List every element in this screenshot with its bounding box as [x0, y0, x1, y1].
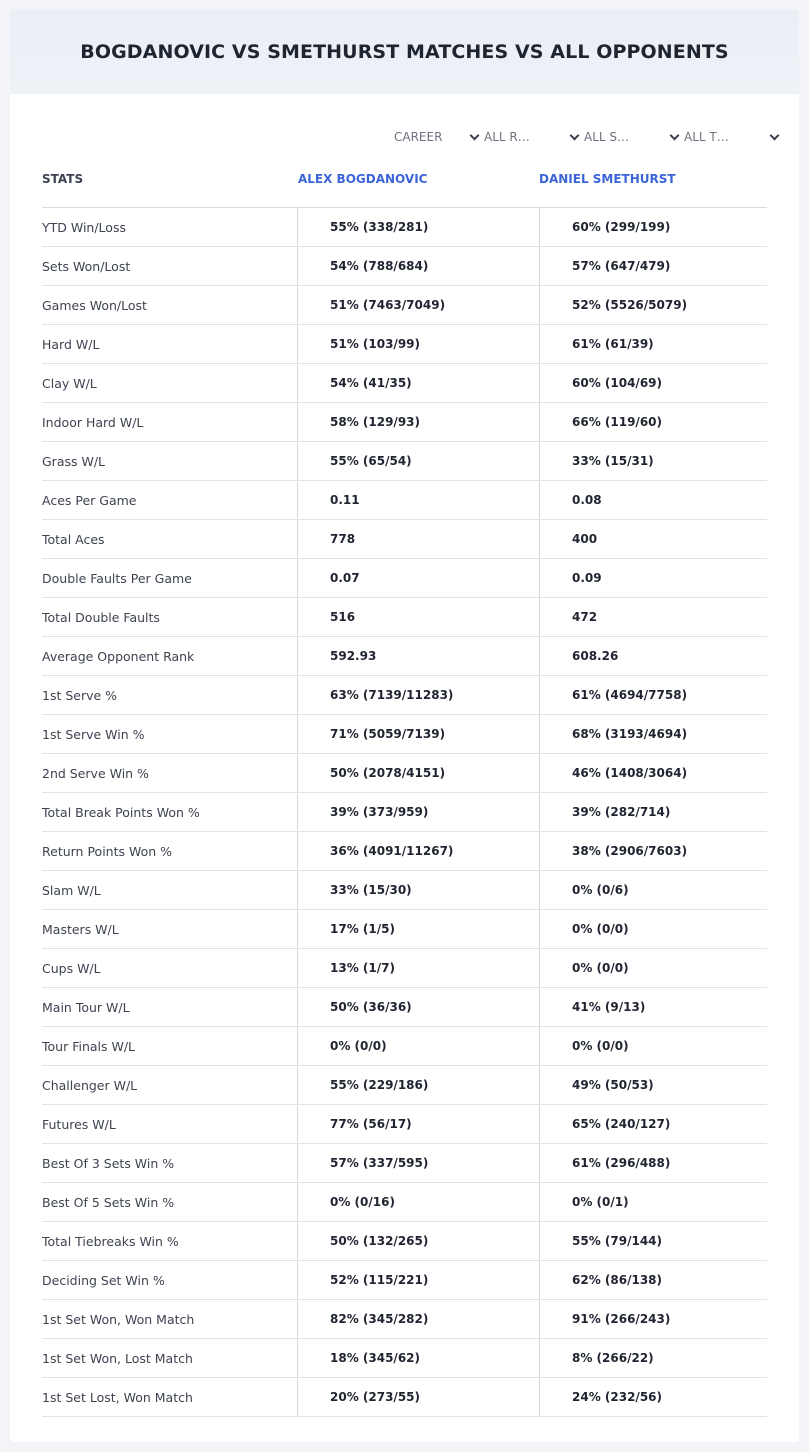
player1-value: 0% (0/16) [297, 1183, 539, 1221]
player2-value: 41% (9/13) [539, 988, 767, 1026]
player1-value: 0% (0/0) [297, 1027, 539, 1065]
stat-name: Tour Finals W/L [42, 1038, 136, 1054]
player2-value: 66% (119/60) [539, 403, 767, 441]
table-row [42, 1183, 767, 1222]
stat-name: Total Double Faults [42, 609, 160, 625]
table-row [42, 637, 767, 676]
player2-value: 0% (0/6) [539, 871, 767, 909]
player1-value: 52% (115/221) [297, 1261, 539, 1299]
card-header [10, 10, 799, 94]
chevron-down-icon [470, 133, 478, 141]
player2-value: 65% (240/127) [539, 1105, 767, 1143]
player1-value: 0.07 [297, 559, 539, 597]
header-stats: STATS [42, 172, 84, 186]
stat-name: Clay W/L [42, 375, 97, 391]
table-row [42, 715, 767, 754]
filter-surface-select[interactable] [582, 126, 682, 148]
player2-value: 62% (86/138) [539, 1261, 767, 1299]
player2-value: 61% (296/488) [539, 1144, 767, 1182]
table-row [42, 988, 767, 1027]
table-row [42, 793, 767, 832]
stat-name: Total Tiebreaks Win % [42, 1233, 179, 1249]
player2-value: 24% (232/56) [539, 1378, 767, 1416]
filter-surface-label: ALL S… [584, 130, 630, 144]
stat-name: 1st Serve % [42, 687, 118, 703]
table-row [42, 208, 767, 247]
table-row [42, 598, 767, 637]
player1-value: 82% (345/282) [297, 1300, 539, 1338]
table-row [42, 1144, 767, 1183]
stat-name: Total Break Points Won % [42, 804, 200, 820]
stat-name: Best Of 5 Sets Win % [42, 1194, 175, 1210]
stat-name: Slam W/L [42, 882, 101, 898]
table-row [42, 832, 767, 871]
player1-value: 55% (229/186) [297, 1066, 539, 1104]
stat-name: Sets Won/Lost [42, 258, 131, 274]
table-row [42, 1261, 767, 1300]
table-row [42, 559, 767, 598]
player1-value: 778 [297, 520, 539, 558]
player1-value: 50% (36/36) [297, 988, 539, 1026]
stat-name: 1st Set Won, Won Match [42, 1311, 195, 1327]
stats-card [10, 10, 799, 1442]
player2-value: 400 [539, 520, 767, 558]
table-row [42, 1027, 767, 1066]
player1-value: 18% (345/62) [297, 1339, 539, 1377]
table-row [42, 247, 767, 286]
stats-table-body [42, 208, 767, 1417]
player1-value: 55% (65/54) [297, 442, 539, 480]
stat-name: Aces Per Game [42, 492, 137, 508]
player1-value: 50% (2078/4151) [297, 754, 539, 792]
player2-value: 55% (79/144) [539, 1222, 767, 1260]
player1-value: 77% (56/17) [297, 1105, 539, 1143]
stat-name: Deciding Set Win % [42, 1272, 165, 1288]
stat-name: 1st Serve Win % [42, 726, 145, 742]
stat-name: Games Won/Lost [42, 297, 147, 313]
player2-value: 38% (2906/7603) [539, 832, 767, 870]
player1-value: 39% (373/959) [297, 793, 539, 831]
player1-value: 17% (1/5) [297, 910, 539, 948]
player2-value: 60% (299/199) [539, 208, 767, 246]
player2-value: 0% (0/1) [539, 1183, 767, 1221]
player2-value: 68% (3193/4694) [539, 715, 767, 753]
player1-value: 54% (41/35) [297, 364, 539, 402]
player1-value: 50% (132/265) [297, 1222, 539, 1260]
player2-value: 57% (647/479) [539, 247, 767, 285]
player1-value: 20% (273/55) [297, 1378, 539, 1416]
stat-name: YTD Win/Loss [42, 219, 126, 235]
player1-value: 516 [297, 598, 539, 636]
player2-value: 8% (266/22) [539, 1339, 767, 1377]
header-player1-link[interactable]: ALEX BOGDANOVIC [298, 172, 428, 186]
chevron-down-icon [670, 133, 678, 141]
stat-name: Total Aces [42, 531, 105, 547]
player1-value: 58% (129/93) [297, 403, 539, 441]
table-row [42, 325, 767, 364]
player2-value: 33% (15/31) [539, 442, 767, 480]
player2-value: 608.26 [539, 637, 767, 675]
player1-value: 63% (7139/11283) [297, 676, 539, 714]
stat-name: 1st Set Won, Lost Match [42, 1350, 193, 1366]
table-row [42, 754, 767, 793]
player1-value: 57% (337/595) [297, 1144, 539, 1182]
filter-period-select[interactable] [382, 126, 482, 148]
filter-bar [382, 126, 782, 148]
filter-round-label: ALL R… [484, 130, 530, 144]
player2-value: 61% (4694/7758) [539, 676, 767, 714]
page-title: BOGDANOVIC VS SMETHURST MATCHES VS ALL OPPONENTS [80, 41, 729, 63]
stat-name: Return Points Won % [42, 843, 173, 859]
stat-name: Main Tour W/L [42, 999, 130, 1015]
table-row [42, 403, 767, 442]
player2-value: 0.09 [539, 559, 767, 597]
header-player2-link[interactable]: DANIEL SMETHURST [539, 172, 676, 186]
player1-value: 33% (15/30) [297, 871, 539, 909]
player1-value: 51% (7463/7049) [297, 286, 539, 324]
table-row [42, 871, 767, 910]
table-row [42, 1105, 767, 1144]
player2-value: 91% (266/243) [539, 1300, 767, 1338]
player1-value: 36% (4091/11267) [297, 832, 539, 870]
player2-value: 46% (1408/3064) [539, 754, 767, 792]
table-row [42, 1339, 767, 1378]
player2-value: 0% (0/0) [539, 1027, 767, 1065]
stat-name: Best Of 3 Sets Win % [42, 1155, 175, 1171]
player1-value: 51% (103/99) [297, 325, 539, 363]
stat-name: Cups W/L [42, 960, 101, 976]
table-row [42, 520, 767, 559]
stat-name: Indoor Hard W/L [42, 414, 144, 430]
stat-name: Hard W/L [42, 336, 100, 352]
stat-name: Average Opponent Rank [42, 648, 195, 664]
table-header [42, 170, 767, 208]
stat-name: 1st Set Lost, Won Match [42, 1389, 193, 1405]
player2-value: 472 [539, 598, 767, 636]
table-row [42, 1222, 767, 1261]
player2-value: 0.08 [539, 481, 767, 519]
player2-value: 60% (104/69) [539, 364, 767, 402]
stat-name: 2nd Serve Win % [42, 765, 149, 781]
stat-name: Double Faults Per Game [42, 570, 192, 586]
player1-value: 54% (788/684) [297, 247, 539, 285]
chevron-down-icon [770, 133, 778, 141]
player1-value: 71% (5059/7139) [297, 715, 539, 753]
table-row [42, 481, 767, 520]
stat-name: Challenger W/L [42, 1077, 138, 1093]
player1-value: 592.93 [297, 637, 539, 675]
filter-tournament-select[interactable] [682, 126, 782, 148]
chevron-down-icon [570, 133, 578, 141]
player2-value: 0% (0/0) [539, 949, 767, 987]
player2-value: 0% (0/0) [539, 910, 767, 948]
stat-name: Futures W/L [42, 1116, 116, 1132]
player1-value: 13% (1/7) [297, 949, 539, 987]
filter-period-label: CAREER [394, 130, 443, 144]
table-row [42, 1378, 767, 1417]
table-row [42, 364, 767, 403]
player2-value: 39% (282/714) [539, 793, 767, 831]
table-row [42, 676, 767, 715]
filter-tournament-label: ALL T… [684, 130, 729, 144]
table-row [42, 286, 767, 325]
stat-name: Grass W/L [42, 453, 106, 469]
table-row [42, 442, 767, 481]
stat-name: Masters W/L [42, 921, 119, 937]
table-row [42, 910, 767, 949]
player2-value: 52% (5526/5079) [539, 286, 767, 324]
player1-value: 0.11 [297, 481, 539, 519]
table-row [42, 949, 767, 988]
table-row [42, 1300, 767, 1339]
player1-value: 55% (338/281) [297, 208, 539, 246]
table-row [42, 1066, 767, 1105]
player2-value: 49% (50/53) [539, 1066, 767, 1104]
player2-value: 61% (61/39) [539, 325, 767, 363]
filter-round-select[interactable] [482, 126, 582, 148]
